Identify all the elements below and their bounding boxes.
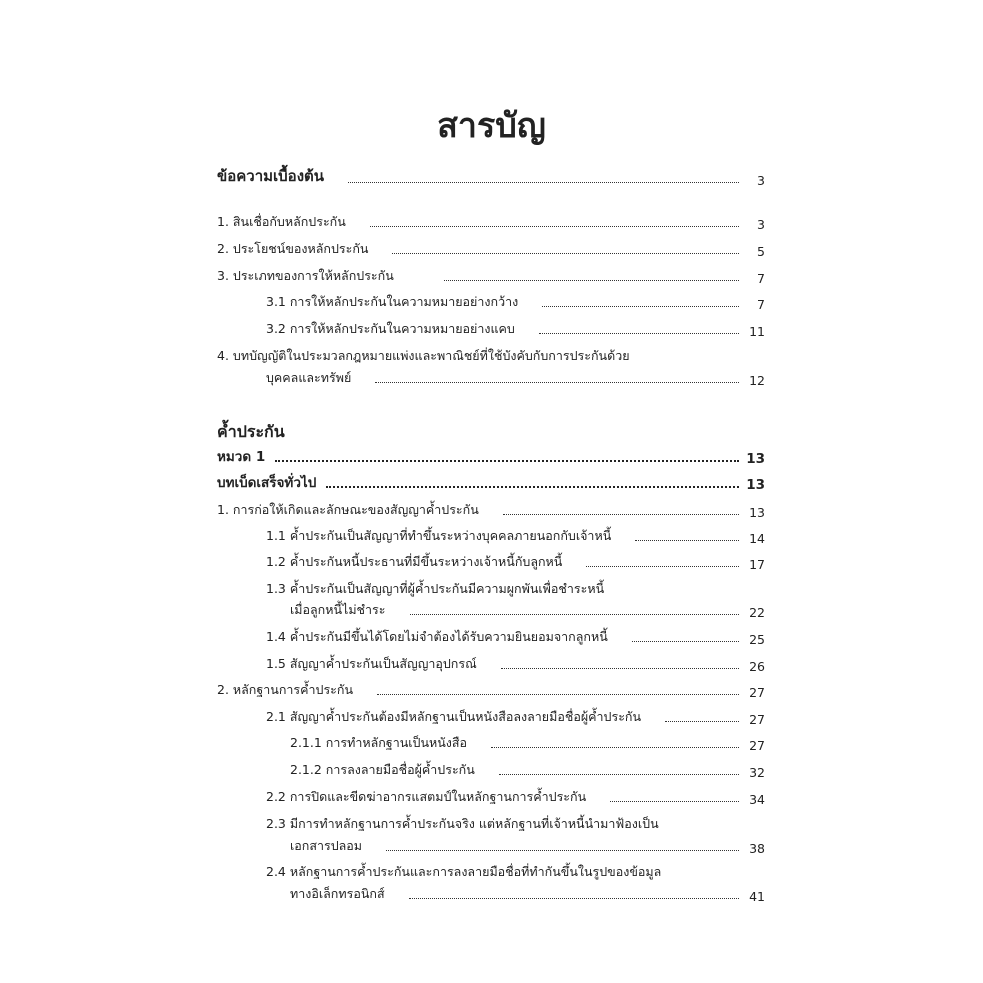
page-title: สารบัญ [437, 106, 546, 146]
toc-entry-text: 2. ประโยชน์ของหลักประกัน [217, 241, 369, 256]
toc-entry[interactable] [266, 526, 765, 546]
part-heading: ค้ำประกัน [217, 422, 285, 441]
toc-page-number: 3 [757, 173, 765, 188]
leader-dots [275, 460, 739, 462]
toc-page-number: 7 [757, 297, 765, 312]
toc-entry[interactable] [266, 787, 765, 807]
toc-entry-text: บุคคลและทรัพย์ [266, 370, 352, 385]
toc-entry[interactable] [217, 500, 765, 520]
toc-page-number: 38 [749, 841, 765, 856]
toc-page-number: 41 [749, 889, 765, 904]
toc-entry-text: ข้อความเบื้องต้น [217, 167, 325, 185]
toc-page-number: 7 [757, 271, 765, 286]
toc-page-number: 13 [746, 477, 765, 493]
toc-entry-text: ทางอิเล็กทรอนิกส์ [290, 886, 385, 901]
leader-dots [377, 694, 739, 695]
toc-entry[interactable] [290, 760, 765, 780]
toc-entry-text: 2.1.1 การทำหลักฐานเป็นหนังสือ [290, 735, 468, 750]
toc-entry[interactable] [290, 836, 765, 856]
toc-entry-text: 1. การก่อให้เกิดและลักษณะของสัญญาค้ำประกัน [217, 502, 479, 517]
toc-entry-text: 3.2 การให้หลักประกันในความหมายอย่างแคบ [266, 321, 515, 336]
toc-page-number: 27 [749, 685, 765, 700]
leader-dots [386, 850, 739, 851]
toc-entry-text: 2.2 การปิดและขีดฆ่าอากรแสตมป์ในหลักฐานการค้ำประกัน [266, 789, 587, 804]
toc-entry[interactable] [217, 266, 765, 286]
toc-entry-text: 3. ประเภทของการให้หลักประกัน [217, 268, 394, 283]
toc-entry[interactable] [290, 884, 765, 904]
toc-page-number: 13 [746, 451, 765, 467]
leader-dots [610, 801, 739, 802]
toc-page-number: 27 [749, 712, 765, 727]
toc-entry[interactable] [266, 552, 765, 572]
toc-entry-text: 3.1 การให้หลักประกันในความหมายอย่างกว้าง [266, 294, 519, 309]
toc-entry[interactable] [290, 733, 765, 753]
toc-page-number: 27 [749, 738, 765, 753]
toc-entry[interactable] [266, 368, 765, 388]
leader-dots [491, 747, 739, 748]
toc-page-number: 12 [749, 373, 765, 388]
leader-dots [503, 514, 739, 515]
toc-page-number: 11 [749, 324, 765, 339]
toc-entry[interactable] [290, 600, 765, 620]
toc-page-number: 13 [749, 505, 765, 520]
leader-dots [370, 226, 739, 227]
toc-entry[interactable] [266, 654, 765, 674]
leader-dots [665, 721, 739, 722]
toc-page-number: 5 [757, 244, 765, 259]
toc-page-number: 17 [749, 557, 765, 572]
toc-page-number: 26 [749, 659, 765, 674]
leader-dots [586, 566, 739, 567]
leader-dots [410, 614, 740, 615]
toc-page-number: 22 [749, 605, 765, 620]
leader-dots [348, 182, 739, 183]
toc-entry[interactable] [266, 292, 765, 312]
toc-entry-text: 2. หลักฐานการค้ำประกัน [217, 682, 353, 697]
toc-entry[interactable] [266, 319, 765, 339]
toc-entry-text: 1.1 ค้ำประกันเป็นสัญญาที่ทำขึ้นระหว่างบุคคลภายนอกกับเจ้าหนี้ [266, 528, 612, 543]
leader-dots [539, 333, 739, 334]
leader-dots [326, 486, 739, 488]
toc-entry-text: บทเบ็ดเสร็จทั่วไป [217, 475, 317, 491]
leader-dots [542, 306, 739, 307]
toc-entry-text: 1. สินเชื่อกับหลักประกัน [217, 214, 346, 229]
toc-entry-text: 2.1.2 การลงลายมือชื่อผู้ค้ำประกัน [290, 762, 475, 777]
toc-entry[interactable] [217, 212, 765, 232]
toc-entry-text: 2.1 สัญญาค้ำประกันต้องมีหลักฐานเป็นหนังสือลงลายมือชื่อผู้ค้ำประกัน [266, 709, 642, 724]
toc-entry-text: เมื่อลูกหนี้ไม่ชำระ [290, 602, 386, 617]
toc-page-number: 32 [749, 765, 765, 780]
leader-dots [632, 641, 739, 642]
toc-entry-text: 1.5 สัญญาค้ำประกันเป็นสัญญาอุปกรณ์ [266, 656, 477, 671]
toc-chapter[interactable] [217, 447, 765, 467]
toc-entry-text: เอกสารปลอม [290, 838, 363, 853]
toc-intro-heading[interactable] [217, 168, 765, 188]
toc-entry[interactable] [266, 707, 765, 727]
toc-entry-first-line: 1.3 ค้ำประกันเป็นสัญญาที่ผู้ค้ำประกันมีความผูกพันเพื่อชำระหนี้ [266, 581, 605, 596]
leader-dots [501, 668, 739, 669]
toc-page-number: 34 [749, 792, 765, 807]
toc-page-number: 25 [749, 632, 765, 647]
toc-entry-first-line: 2.4 หลักฐานการค้ำประกันและการลงลายมือชื่อที่ทำกันขึ้นในรูปของข้อมูล [266, 864, 662, 879]
leader-dots [392, 253, 739, 254]
toc-entry[interactable] [217, 239, 765, 259]
toc-entry-first-line: 2.3 มีการทำหลักฐานการค้ำประกันจริง แต่หลักฐานที่เจ้าหนี้นำมาฟ้องเป็น [266, 816, 659, 831]
leader-dots [635, 540, 739, 541]
leader-dots [499, 774, 739, 775]
toc-entry-text: หมวด 1 [217, 449, 266, 465]
leader-dots [444, 280, 739, 281]
toc-chapter-title[interactable] [217, 473, 765, 493]
toc-page-number: 3 [757, 217, 765, 232]
toc-entry[interactable] [217, 680, 765, 700]
leader-dots [375, 382, 739, 383]
toc-entry[interactable] [266, 627, 765, 647]
leader-dots [409, 898, 739, 899]
toc-entry-first-line: 4. บทบัญญัติในประมวลกฎหมายแพ่งและพาณิชย์ที่ใช้บังคับกับการประกันด้วย [217, 348, 630, 363]
toc-entry-text: 1.2 ค้ำประกันหนี้ประธานที่มีขึ้นระหว่างเจ้าหนี้กับลูกหนี้ [266, 554, 563, 569]
toc-page-number: 14 [749, 531, 765, 546]
toc-entry-text: 1.4 ค้ำประกันมีขึ้นได้โดยไม่จำต้องได้รับความยินยอมจากลูกหนี้ [266, 629, 608, 644]
